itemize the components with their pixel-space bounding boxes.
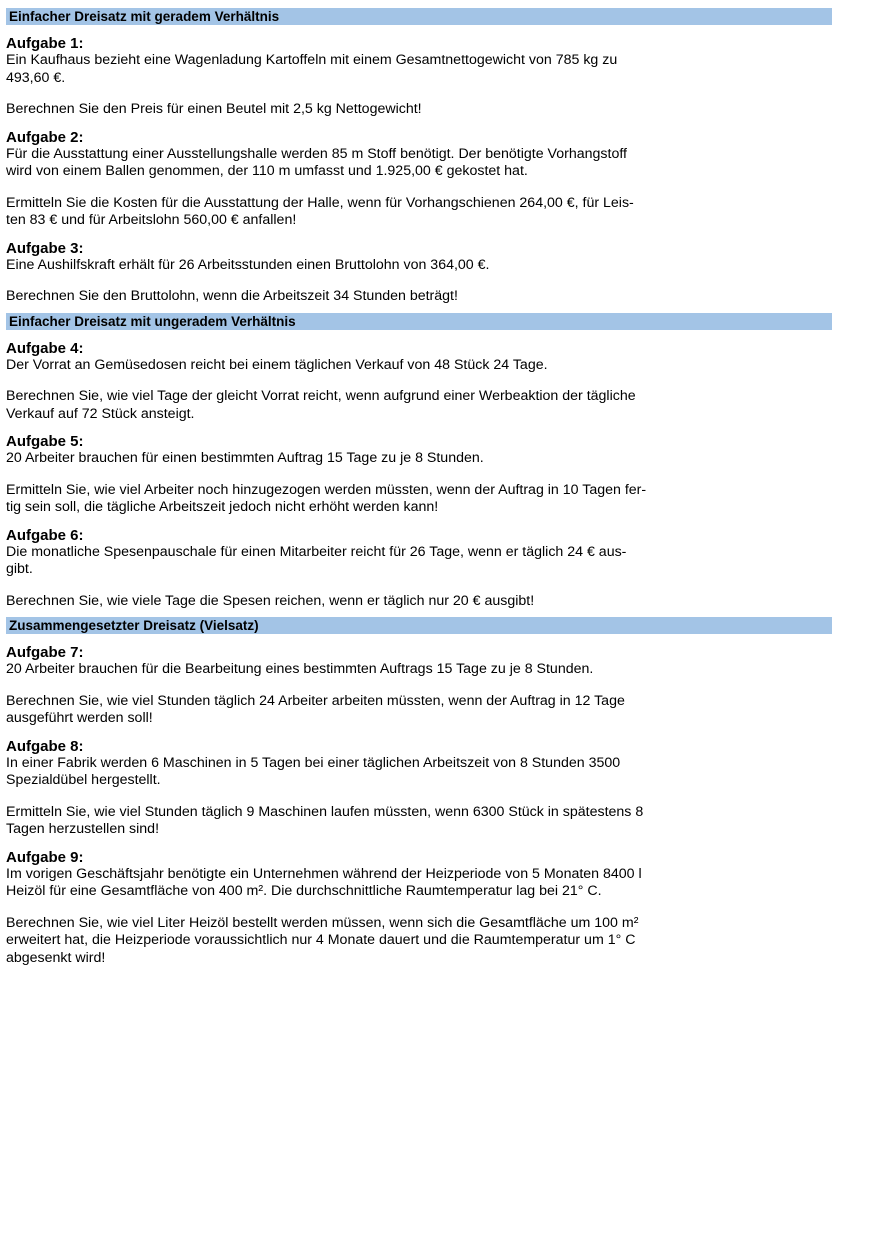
text-line: Ermitteln Sie, wie viel Stunden täglich 9 Maschinen laufen müssten, wenn 6300 Stück in spätestens 8 — [6, 803, 644, 820]
text-line: Der Vorrat an Gemüsedosen reicht bei einem täglichen Verkauf von 48 Stück 24 Tage. — [6, 356, 548, 373]
task-paragraph — [6, 482, 832, 517]
text-line: 20 Arbeiter brauchen für die Bearbeitung eines bestimmten Auftrags 15 Tage zu je 8 Stunden. — [6, 661, 594, 677]
task-paragraph — [6, 357, 832, 375]
text-line: In einer Fabrik werden 6 Maschinen in 5 Tagen bei einer täglichen Arbeitszeit von 8 Stunden 3500 — [6, 754, 621, 771]
task-title: Aufgabe 6: — [6, 526, 84, 544]
task-paragraph — [6, 693, 832, 728]
text-line: tig sein soll, die tägliche Arbeitszeit jedoch nicht erhöht werden kann! — [6, 499, 439, 515]
task-title: Aufgabe 8: — [6, 737, 84, 755]
text-line: Ermitteln Sie die Kosten für die Ausstattung der Halle, wenn für Vorhangschienen 264,00 €, für Leis- — [6, 194, 634, 211]
text-line: Berechnen Sie, wie viel Tage der gleicht Vorrat reicht, wenn aufgrund einer Werbeaktion der tägliche — [6, 388, 636, 404]
task-paragraph — [6, 195, 832, 230]
text-line: abgesenkt wird! — [6, 949, 106, 966]
text-line: gibt. — [6, 561, 33, 577]
text-line: Tagen herzustellen sind! — [6, 821, 160, 837]
text-line: Verkauf auf 72 Stück ansteigt. — [6, 405, 195, 422]
text-line: Die monatliche Spesenpauschale für einen Mitarbeiter reicht für 26 Tage, wenn er täglich 24 € aus- — [6, 543, 627, 560]
text-line: Für die Ausstattung einer Ausstellungshalle werden 85 m Stoff benötigt. Der benötigte Vorhangstoff — [6, 145, 627, 162]
task-title: Aufgabe 1: — [6, 35, 84, 52]
task-paragraph — [6, 257, 832, 275]
task-paragraph — [6, 593, 832, 611]
text-line: Ein Kaufhaus bezieht eine Wagenladung Kartoffeln mit einem Gesamtnettogewicht von 785 kg zu — [6, 52, 618, 68]
task-title: Aufgabe 4: — [6, 339, 84, 357]
text-line: ten 83 € und für Arbeitslohn 560,00 € anfallen! — [6, 212, 297, 228]
task-paragraph — [6, 755, 832, 790]
section-heading: Zusammengesetzter Dreisatz (Vielsatz) — [6, 617, 832, 634]
task-paragraph — [6, 52, 832, 87]
text-line: wird von einem Ballen genommen, der 110 m umfasst und 1.925,00 € gekostet hat. — [6, 163, 528, 179]
task-title: Aufgabe 2: — [6, 128, 84, 146]
text-line: Eine Aushilfskraft erhält für 26 Arbeitsstunden einen Bruttolohn von 364,00 €. — [6, 256, 490, 273]
text-line: ausgeführt werden soll! — [6, 710, 153, 726]
task-paragraph — [6, 804, 832, 839]
text-line: 20 Arbeiter brauchen für einen bestimmten Auftrag 15 Tage zu je 8 Stunden. — [6, 450, 484, 466]
text-line: Berechnen Sie den Bruttolohn, wenn die Arbeitszeit 34 Stunden beträgt! — [6, 288, 458, 304]
section-heading: Einfacher Dreisatz mit ungeradem Verhältnis — [6, 313, 832, 330]
text-line: Ermitteln Sie, wie viel Arbeiter noch hinzugezogen werden müssten, wenn der Auftrag in 10 Tagen fer- — [6, 481, 647, 498]
text-line: Spezialdübel hergestellt. — [6, 772, 161, 788]
text-line: Berechnen Sie, wie viel Liter Heizöl bestellt werden müssen, wenn sich die Gesamtfläche um 100 m² — [6, 914, 639, 931]
task-paragraph — [6, 288, 832, 306]
task-paragraph — [6, 866, 832, 901]
task-paragraph — [6, 101, 832, 119]
task-paragraph — [6, 915, 832, 968]
text-line: Berechnen Sie, wie viele Tage die Spesen reichen, wenn er täglich nur 20 € ausgibt! — [6, 592, 535, 609]
text-line: erweitert hat, die Heizperiode voraussichtlich nur 4 Monate dauert und die Raumtemperatur um 1° C — [6, 932, 636, 948]
text-line: 493,60 €. — [6, 69, 66, 86]
task-title: Aufgabe 3: — [6, 239, 84, 257]
task-paragraph — [6, 450, 832, 468]
section-spacer — [6, 610, 832, 617]
task-title: Aufgabe 7: — [6, 644, 84, 661]
task-title: Aufgabe 9: — [6, 848, 84, 866]
task-title: Aufgabe 5: — [6, 433, 84, 450]
worksheet — [6, 8, 832, 967]
text-line: Berechnen Sie, wie viel Stunden täglich 24 Arbeiter arbeiten müssten, wenn der Auftrag in 12 Tage — [6, 692, 625, 709]
text-line: Berechnen Sie den Preis für einen Beutel mit 2,5 kg Nettogewicht! — [6, 101, 422, 117]
task-paragraph — [6, 661, 832, 679]
task-paragraph — [6, 544, 832, 579]
task-paragraph — [6, 146, 832, 181]
task-paragraph — [6, 388, 832, 423]
text-line: Heizöl für eine Gesamtfläche von 400 m². Die durchschnittliche Raumtemperatur lag bei 21° C. — [6, 883, 602, 899]
section-heading: Einfacher Dreisatz mit geradem Verhältnis — [6, 8, 832, 25]
section-spacer — [6, 306, 832, 313]
text-line: Im vorigen Geschäftsjahr benötigte ein Unternehmen während der Heizperiode von 5 Monaten 8400 l — [6, 865, 642, 882]
